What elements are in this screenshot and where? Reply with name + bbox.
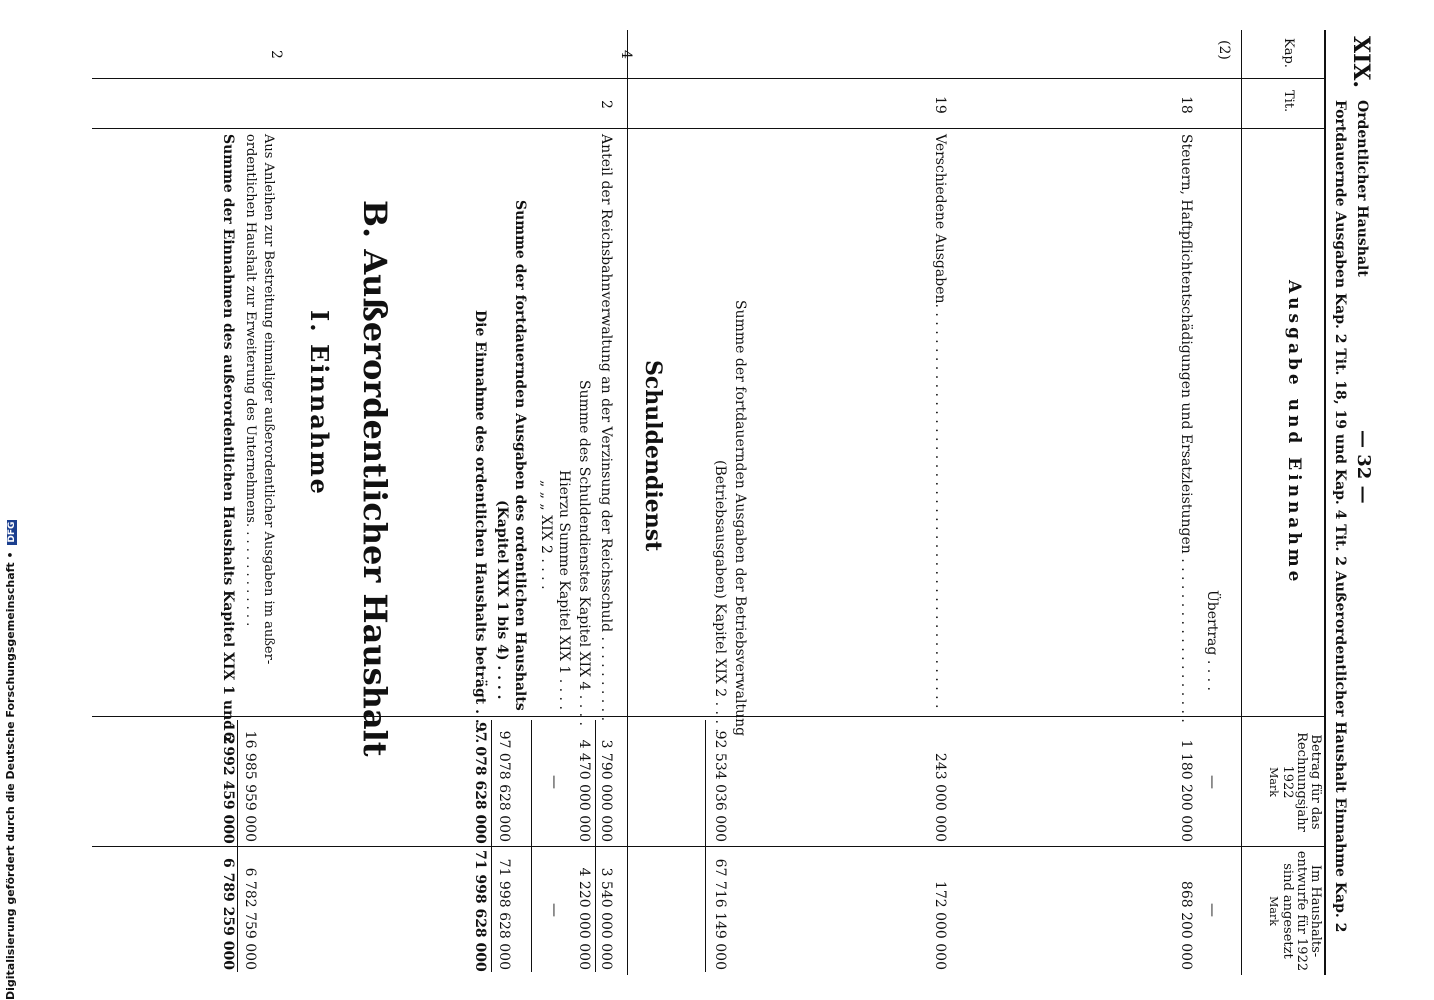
row-amount: 243 000 000 [932, 752, 948, 842]
sum-text: Summe der fortdauernden Ausgaben der Betriebsverwaltung [732, 300, 748, 737]
page-number: — 32 — [1353, 430, 1374, 504]
einnahme-text: Die Einnahme des ordentlichen Haushalts beträgt . . . . [472, 310, 488, 744]
row-amount: 16 985 959 000 [242, 730, 258, 842]
sum-rule [705, 720, 706, 972]
tit-cell: 19 [932, 96, 948, 114]
row-text: ordentlichen Haushalt zur Erweiterung des Unternehmens. . . . . . . . . . . . . [243, 134, 258, 627]
sum-amount: 97 078 628 000 [496, 730, 512, 842]
sum-text: (Betriebsausgaben) Kapitel XIX 2 . . . . [712, 460, 728, 733]
sum-text: (Kapitel XIX 1 bis 4) . . . . [494, 500, 510, 700]
hierzu-estimate: — [546, 903, 562, 917]
digitization-footer [4, 0, 20, 1000]
row-text: Anteil der Reichsbahnverwaltung an der Verzinsung der Reichsschuld . . . . . . . . . . [598, 134, 614, 722]
row-estimate: 868 200 000 [1178, 880, 1194, 970]
col-rule-kap [92, 78, 1326, 79]
col-header-estimate: Im Haushalts-entwurfe für 1922 sind angesetzt Mark [1267, 850, 1323, 972]
header-kind: Ordentlicher Haushalt [1354, 100, 1370, 277]
sum-amount: 92 534 036 000 [712, 730, 728, 842]
hierzu-amount: — [546, 775, 562, 789]
header-subtitle: Fortdauernde Ausgaben Kap. 2 Tit. 18, 19 und Kap. 4 Tit. 2 Außerordentlicher Haushalt Einnahme Kap. 2 [1332, 100, 1348, 933]
col-rule-tit [92, 128, 1326, 129]
sum-amount: 4 470 000 000 [576, 739, 592, 842]
row-amount: 3 790 000 000 [598, 739, 614, 842]
section-b-heading: B. Außerordentlicher Haushalt [356, 200, 394, 757]
section-rule [627, 30, 628, 975]
table-header-rule [1241, 30, 1242, 975]
footer-text: Digitalisierung gefördert durch die Deutsche Forschungsgemeinschaft • [4, 551, 17, 1000]
tit-cell: 2 [598, 100, 614, 109]
sum-rule [237, 720, 238, 972]
uebertrag-amount: — [1204, 775, 1220, 789]
sum-estimate: 4 220 000 000 [576, 867, 592, 970]
sum-estimate: 6 789 259 000 [220, 857, 236, 970]
row-amount: 1 180 200 000 [1178, 739, 1194, 842]
kap-cell: 2 [268, 50, 284, 59]
section-heading: Schuldendienst [640, 360, 666, 552]
table-top-rule [1324, 30, 1326, 975]
col-rule-amount [92, 846, 1326, 847]
col-header-desc: Ausgabe und Einnahme [1284, 280, 1304, 586]
uebertrag-label: Übertrag . . . . [1204, 590, 1220, 691]
sum-estimate: 67 716 149 000 [712, 858, 728, 970]
col-header-amount: Betrag für das Rechnungsjahr 1922 Mark [1267, 732, 1323, 832]
sum-estimate: 71 998 628 000 [496, 858, 512, 970]
kap-cell: 4 [618, 50, 634, 59]
hierzu-text: „ „ „ XIX 2 . . . . [538, 480, 554, 590]
sum-text: Summe der Einnahmen des außerordentlichen Haushalts Kapitel XIX 1 und 2 [220, 134, 236, 745]
row-text: Steuern, Haftpflichtentschädigungen und Ersatzleistungen . . . . . . . . . . . . . . . . . . . [1178, 134, 1194, 723]
row-estimate: 6 782 759 000 [242, 867, 258, 970]
dfg-logo: DFG [7, 521, 17, 543]
row-estimate: 172 000 000 [932, 880, 948, 970]
col-rule-desc [92, 716, 1326, 717]
sum-rule [595, 720, 596, 972]
einnahme-estimate: 71 998 628 000 [472, 850, 488, 972]
hierzu-text: Hierzu Summe Kapitel XIX 1 . . . . [556, 470, 572, 710]
sum-amount: 16 992 459 000 [220, 722, 236, 844]
sum-text: Summe der fortdauernden Ausgaben des ordentlichen Haushalts [512, 200, 528, 711]
sum-rule [491, 720, 492, 972]
uebertrag-estimate: — [1204, 903, 1220, 917]
sum-text: Summe des Schuldendienstes Kapitel XIX 4 . . . . [576, 380, 592, 726]
section-i-heading: I. Einnahme [305, 310, 334, 496]
sum-rule [531, 720, 532, 972]
col-header-kap: Kap. [1281, 38, 1296, 68]
row-estimate: 3 540 000 000 [598, 867, 614, 970]
col-header-tit: Tit. [1281, 90, 1296, 113]
section-roman: XIX. [1348, 36, 1374, 89]
row-text: Aus Anleihen zur Bestreitung einmaliger außerordentlicher Ausgaben im außer- [261, 134, 276, 665]
row-text: Verschiedene Ausgaben. . . . . . . . . . . . . . . . . . . . . . . . . . . . . . . . . . . . . . . . . . . . . . [932, 134, 948, 709]
tit-cell: 18 [1178, 96, 1194, 114]
kap-cell: (2) [1216, 40, 1232, 60]
einnahme-amount: 97 078 628 000 [472, 722, 488, 844]
